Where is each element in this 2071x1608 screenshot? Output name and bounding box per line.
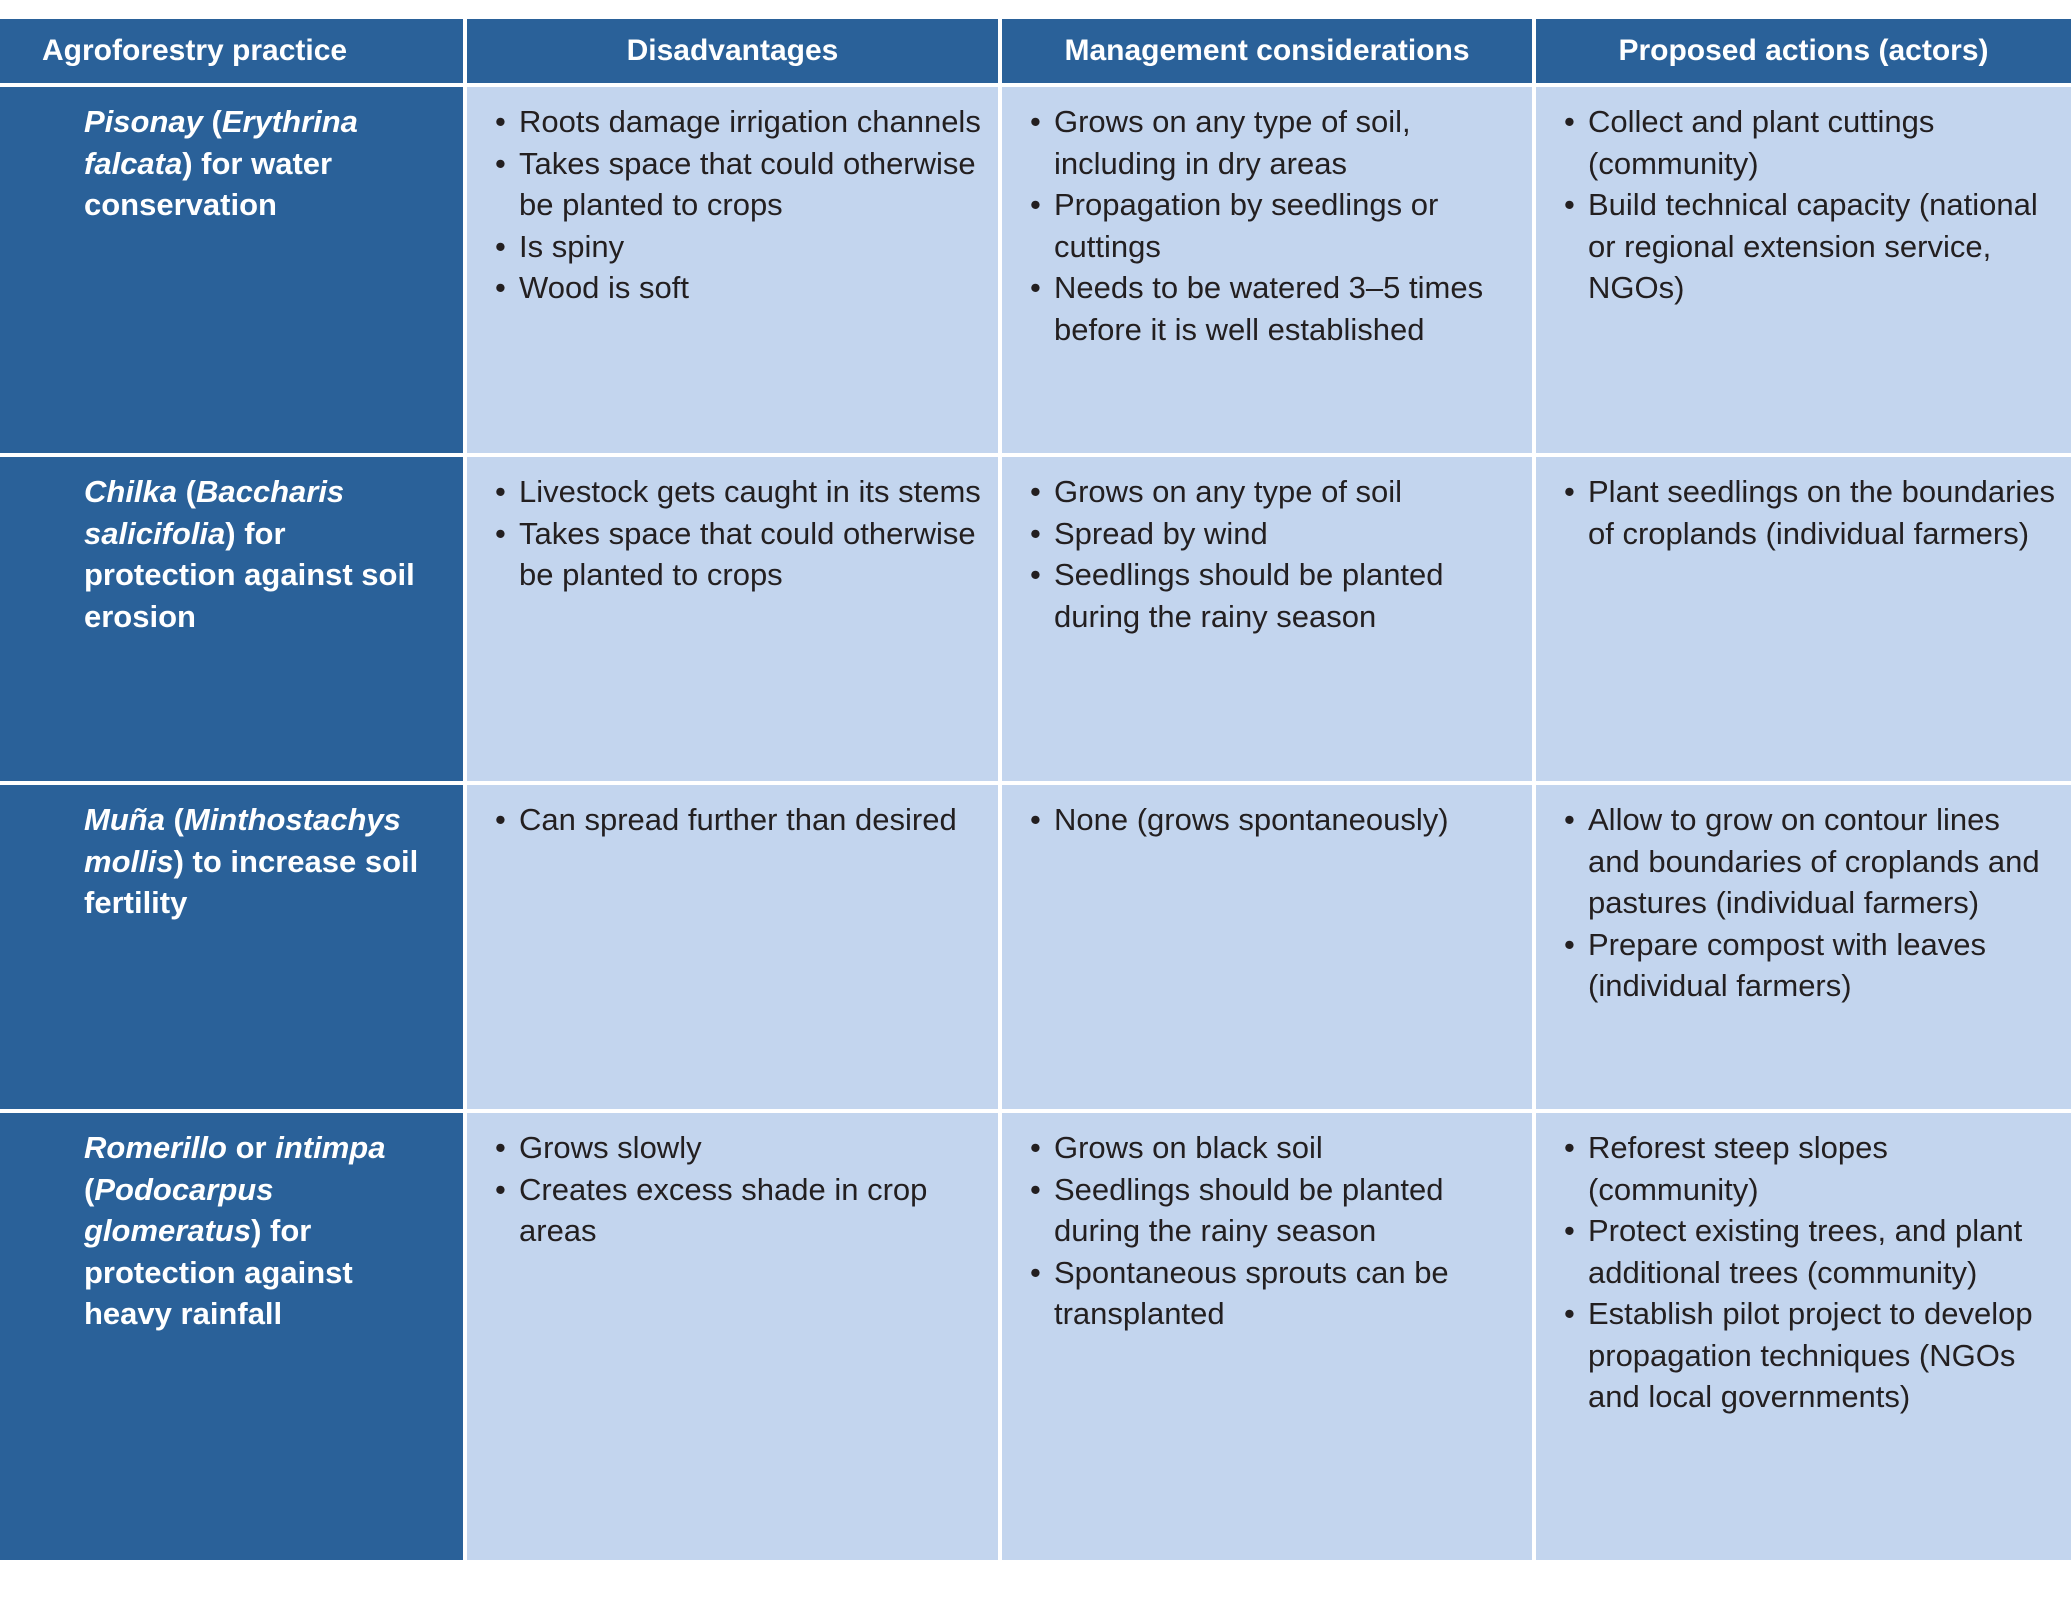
header-disadvantages: Disadvantages [465, 19, 1000, 85]
practice-name: Muña [84, 802, 165, 837]
practice-purpose: ) for protection against heavy rainfall [84, 1213, 353, 1331]
list-item: • Allow to grow on contour lines and boundaries of croplands and pastures (individual farmers) [1564, 799, 2057, 924]
agroforestry-table-container [0, 19, 2071, 1560]
practice-paren-open: ( [202, 104, 222, 139]
management-cell [1000, 85, 1534, 455]
list-item: • Wood is soft [495, 267, 984, 309]
header-agroforestry-practice: Agroforestry practice [0, 19, 465, 85]
practice-scientific-name: Baccharis salicifolia [84, 474, 345, 551]
list-item: • None (grows spontaneously) [1030, 799, 1518, 841]
list-item: • Can spread further than desired [495, 799, 984, 841]
list-item: • Reforest steep slopes (community) [1564, 1127, 2057, 1210]
practice-cell [0, 783, 465, 1111]
actions-list [1564, 471, 2057, 554]
list-item: • Spread by wind [1030, 513, 1518, 555]
actions-cell [1534, 1111, 2071, 1560]
header-row [0, 19, 2071, 85]
management-list [1030, 101, 1518, 350]
management-cell [1000, 783, 1534, 1111]
practice-purpose: ) for protection against soil erosion [84, 515, 415, 634]
list-item: • Plant seedlings on the boundaries of croplands (individual farmers) [1564, 471, 2057, 554]
list-item: • Seedlings should be planted during the rainy season [1030, 554, 1518, 637]
practice-cell [0, 455, 465, 783]
practice-scientific-name: Minthostachys mollis [84, 802, 401, 879]
practice-scientific-name: Erythrina falcata [84, 104, 358, 181]
list-item: • Needs to be watered 3–5 times before it is well established [1030, 267, 1518, 350]
practice-cell [0, 1111, 465, 1560]
management-list [1030, 799, 1518, 841]
disadvantages-list [495, 471, 984, 596]
actions-cell [1534, 455, 2071, 783]
practice-purpose: ) for water conservation [84, 145, 333, 222]
header-management-considerations: Management considerations [1000, 19, 1534, 85]
list-item: • Grows on any type of soil [1030, 471, 1518, 513]
actions-list [1564, 101, 2057, 309]
practice-scientific-name: Podocarpus glomeratus [84, 1171, 274, 1248]
table-row-pisonay [0, 85, 2071, 455]
actions-list [1564, 1127, 2057, 1418]
list-item: • Prepare compost with leaves (individual farmers) [1564, 924, 2057, 1007]
list-item: • Grows slowly [495, 1127, 984, 1169]
disadvantages-cell [465, 85, 1000, 455]
practice-name: Romerillo [84, 1130, 227, 1165]
practice-purpose: ) to increase soil fertility [84, 843, 419, 920]
practice-paren-open: ( [177, 474, 196, 509]
list-item: • Grows on black soil [1030, 1127, 1518, 1169]
disadvantages-list [495, 1127, 984, 1252]
list-item: • Propagation by seedlings or cuttings [1030, 184, 1518, 267]
header-proposed-actions: Proposed actions (actors) [1534, 19, 2071, 85]
practice-name: Pisonay [84, 104, 203, 139]
practice-cell [0, 85, 465, 455]
actions-cell [1534, 85, 2071, 455]
actions-cell [1534, 783, 2071, 1111]
disadvantages-cell [465, 455, 1000, 783]
disadvantages-cell [465, 783, 1000, 1111]
practice-alt-name: intimpa [275, 1130, 386, 1165]
agroforestry-table [0, 19, 2071, 1560]
actions-list [1564, 799, 2057, 1007]
table-row-chilka [0, 455, 2071, 783]
management-list [1030, 1127, 1518, 1335]
list-item: • Takes space that could otherwise be planted to crops [495, 513, 984, 596]
management-cell [1000, 1111, 1534, 1560]
list-item: • Livestock gets caught in its stems [495, 471, 984, 513]
disadvantages-list [495, 101, 984, 309]
list-item: • Seedlings should be planted during the rainy season [1030, 1169, 1518, 1252]
list-item: • Protect existing trees, and plant additional trees (community) [1564, 1210, 2057, 1293]
practice-name: Chilka [84, 474, 178, 509]
list-item: • Collect and plant cuttings (community) [1564, 101, 2057, 184]
table-row-muna [0, 783, 2071, 1111]
list-item: • Establish pilot project to develop propagation techniques (NGOs and local governments) [1564, 1293, 2057, 1418]
list-item: • Is spiny [495, 226, 984, 268]
list-item: • Spontaneous sprouts can be transplanted [1030, 1252, 1518, 1335]
disadvantages-list [495, 799, 984, 841]
list-item: • Build technical capacity (national or regional extension service, NGOs) [1564, 184, 2057, 309]
list-item: • Grows on any type of soil, including in dry areas [1030, 101, 1518, 184]
list-item: • Creates excess shade in crop areas [495, 1169, 984, 1252]
practice-conjunction: or [226, 1130, 276, 1165]
management-cell [1000, 455, 1534, 783]
table-row-romerillo [0, 1111, 2071, 1560]
management-list [1030, 471, 1518, 637]
disadvantages-cell [465, 1111, 1000, 1560]
list-item: • Takes space that could otherwise be planted to crops [495, 143, 984, 226]
practice-paren-open: ( [84, 1171, 95, 1207]
practice-paren-open: ( [164, 802, 184, 837]
list-item: • Roots damage irrigation channels [495, 101, 984, 143]
